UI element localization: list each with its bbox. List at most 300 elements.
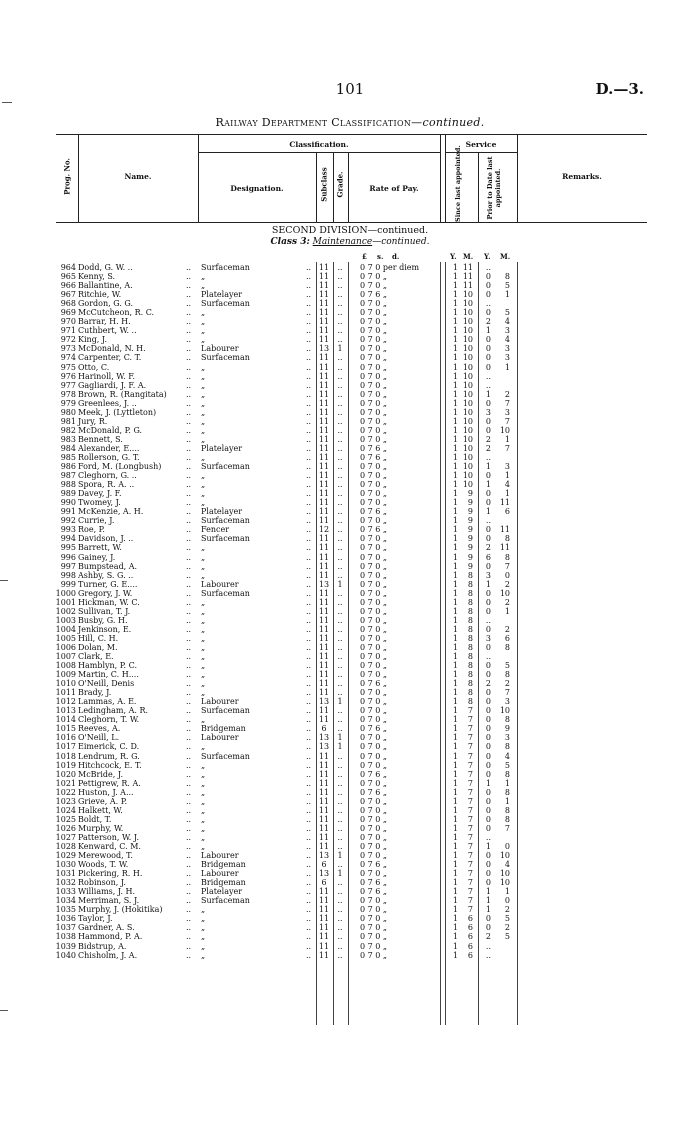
row-name: Meek, J. (Lyttleton)	[78, 407, 157, 417]
row-since-months: 10	[462, 398, 473, 408]
row-since-months: 7	[467, 887, 473, 897]
row-since-years: 1	[452, 480, 458, 490]
row-prior-years: 2	[485, 679, 491, 689]
leader-dots: ..	[306, 733, 312, 743]
leader-dots: ..	[186, 869, 192, 879]
row-since-months: 7	[467, 851, 473, 861]
row-name: Chisholm, J. A.	[78, 950, 138, 960]
leader-dots: ..	[186, 308, 192, 318]
row-rate-of-pay: 0 7 0 „	[360, 760, 388, 770]
row-prog-no: 968	[60, 299, 76, 309]
leader-dots: ..	[306, 887, 312, 897]
units-row	[0, 252, 700, 262]
row-since-months: 7	[467, 787, 473, 797]
row-since-months: 10	[462, 362, 473, 372]
leader-dots: ..	[306, 543, 312, 553]
table-row	[0, 643, 700, 652]
leader-dots: ..	[186, 281, 192, 291]
leader-dots: ..	[306, 362, 312, 372]
row-subclass: 11	[318, 335, 330, 345]
leader-dots: ..	[306, 642, 312, 652]
leader-dots: ..	[306, 842, 312, 851]
row-name: Gardner, A. S.	[78, 923, 135, 933]
row-designation: „	[201, 362, 206, 372]
row-since-years: 1	[452, 290, 458, 300]
page-number: 101	[335, 80, 365, 98]
leader-dots: ..	[186, 498, 192, 508]
row-rate-of-pay: 0 7 0 „	[360, 425, 388, 435]
row-prior-years: 2	[485, 543, 491, 553]
row-name: Rollerson, G. T.	[78, 452, 140, 462]
row-prior-months: 1	[504, 290, 510, 300]
row-prior-months: 3	[504, 326, 510, 336]
row-subclass: 6	[321, 724, 327, 734]
row-name: Davidson, J. ..	[78, 534, 134, 544]
row-name: Halkett, W.	[78, 805, 123, 815]
row-since-months: 10	[462, 471, 473, 481]
leader-dots: ..	[306, 950, 312, 960]
leader-dots: ..	[306, 389, 312, 399]
row-rate-of-pay: 0 7 6 „	[360, 452, 388, 462]
row-grade: ..	[337, 525, 343, 535]
row-prog-no: 974	[60, 353, 76, 363]
margin-mark	[0, 580, 8, 581]
row-prog-no: 1029	[55, 851, 76, 861]
leader-dots: ..	[186, 480, 192, 490]
row-prior-months: 3	[504, 353, 510, 363]
row-since-years: 1	[452, 570, 458, 580]
row-grade: ..	[337, 624, 343, 634]
row-prog-no: 1015	[55, 724, 76, 734]
row-prior-months: 8	[504, 805, 510, 815]
row-rate-of-pay: 0 7 0 „	[360, 597, 388, 607]
row-designation: „	[201, 335, 206, 345]
row-since-years: 1	[452, 579, 458, 589]
row-prog-no: 969	[60, 308, 76, 318]
row-prog-no: 1026	[55, 823, 76, 833]
row-prog-no: 989	[60, 489, 76, 499]
row-prog-no: 991	[60, 507, 76, 517]
row-prior-years: ..	[485, 941, 491, 951]
row-prior-years: 2	[485, 317, 491, 327]
row-designation: „	[201, 778, 206, 788]
leader-dots: ..	[306, 434, 312, 444]
row-designation: „	[201, 543, 206, 553]
row-grade: ..	[337, 480, 343, 490]
table-row	[0, 806, 700, 815]
row-prior-years: 0	[485, 344, 491, 354]
table-row	[0, 281, 700, 290]
row-name: Ford, M. (Longbush)	[78, 462, 162, 472]
row-prog-no: 1000	[55, 588, 76, 598]
row-since-months: 8	[467, 624, 473, 634]
leader-dots: ..	[306, 480, 312, 490]
row-rate-of-pay: 0 7 0 „	[360, 353, 388, 363]
row-rate-of-pay: 0 7 0 „	[360, 317, 388, 327]
row-rate-of-pay: 0 7 6 „	[360, 507, 388, 517]
table-row	[0, 353, 700, 362]
row-name: Alexander, E....	[78, 443, 140, 453]
row-since-years: 1	[452, 760, 458, 770]
row-prior-years: 0	[485, 624, 491, 634]
row-prior-months: 10	[499, 706, 510, 716]
row-subclass: 13	[318, 344, 330, 354]
table-row	[0, 525, 700, 534]
table-row	[0, 507, 700, 516]
row-subclass: 11	[318, 480, 330, 490]
row-prog-no: 978	[60, 389, 76, 399]
row-name: Turner, G. E....	[78, 579, 138, 589]
row-subclass: 11	[318, 679, 330, 689]
row-designation: Surfaceman	[201, 462, 250, 472]
leader-dots: ..	[306, 597, 312, 607]
row-grade: ..	[337, 507, 343, 517]
row-prog-no: 993	[60, 525, 76, 535]
row-rate-of-pay: 0 7 0 „	[360, 615, 388, 625]
table-row	[0, 308, 700, 317]
leader-dots: ..	[186, 317, 192, 327]
leader-dots: ..	[306, 272, 312, 282]
row-designation: Labourer	[201, 697, 239, 707]
row-designation: „	[201, 923, 206, 933]
row-subclass: 11	[318, 760, 330, 770]
unit-pence: d.	[392, 252, 400, 261]
row-subclass: 11	[318, 507, 330, 517]
table-row	[0, 815, 700, 824]
row-name: Barrar, H. H.	[78, 317, 131, 327]
row-name: Currie, J.	[78, 516, 115, 526]
row-since-months: 10	[462, 380, 473, 390]
row-prog-no: 1019	[55, 760, 76, 770]
header-name: Name.	[124, 172, 152, 181]
leader-dots: ..	[186, 769, 192, 779]
row-designation: „	[201, 842, 206, 851]
row-since-years: 1	[452, 670, 458, 680]
row-grade: 1	[337, 344, 343, 354]
row-since-months: 11	[462, 272, 473, 282]
row-prior-years: 0	[485, 489, 491, 499]
row-since-months: 10	[462, 308, 473, 318]
leader-dots: ..	[186, 425, 192, 435]
row-prior-months: 1	[504, 489, 510, 499]
row-since-months: 10	[462, 452, 473, 462]
row-name: Carpenter, C. T.	[78, 353, 142, 363]
row-prior-months: 2	[504, 679, 510, 689]
row-name: Robinson, J.	[78, 878, 126, 888]
row-rate-of-pay: 0 7 0 „	[360, 543, 388, 553]
row-subclass: 11	[318, 443, 330, 453]
row-designation: Bridgeman	[201, 878, 246, 888]
row-prog-no: 1038	[55, 932, 76, 942]
row-prior-months: 5	[504, 281, 510, 291]
row-name: Hickman, W. C.	[78, 597, 140, 607]
row-rate-of-pay: 0 7 0 „	[360, 697, 388, 707]
row-designation: „	[201, 769, 206, 779]
row-since-years: 1	[452, 398, 458, 408]
row-grade: ..	[337, 425, 343, 435]
unit-shillings: s.	[377, 252, 384, 261]
row-since-years: 1	[452, 896, 458, 906]
row-rate-of-pay: 0 7 0 „	[360, 516, 388, 526]
leader-dots: ..	[186, 380, 192, 390]
row-designation: „	[201, 434, 206, 444]
row-grade: ..	[337, 670, 343, 680]
leader-dots: ..	[306, 878, 312, 888]
leader-dots: ..	[186, 362, 192, 372]
row-grade: 1	[337, 742, 343, 752]
unit-months-since: M.	[463, 252, 474, 261]
table-row	[0, 317, 700, 326]
row-prior-years: ..	[485, 832, 491, 842]
row-rate-of-pay: 0 7 0 „	[360, 534, 388, 544]
row-grade: ..	[337, 570, 343, 580]
row-prog-no: 973	[60, 344, 76, 354]
header-subclass: Subclass	[319, 167, 329, 202]
row-prior-years: 1	[485, 389, 491, 399]
leader-dots: ..	[186, 652, 192, 662]
row-prior-months: 7	[504, 416, 510, 426]
row-subclass: 11	[318, 633, 330, 643]
leader-dots: ..	[306, 471, 312, 481]
row-name: O'Neill, L.	[78, 733, 120, 743]
leader-dots: ..	[306, 579, 312, 589]
row-subclass: 13	[318, 733, 330, 743]
row-prior-years: ..	[485, 516, 491, 526]
row-since-years: 1	[452, 507, 458, 517]
row-prior-months: 3	[504, 344, 510, 354]
row-prior-months: 0	[504, 896, 510, 906]
row-prior-years: 1	[485, 778, 491, 788]
row-grade: ..	[337, 896, 343, 906]
leader-dots: ..	[306, 652, 312, 662]
row-designation: „	[201, 281, 206, 291]
row-prior-months: 0	[504, 570, 510, 580]
row-grade: ..	[337, 489, 343, 499]
leader-dots: ..	[186, 706, 192, 716]
row-prog-no: 1020	[55, 769, 76, 779]
row-rate-of-pay: 0 7 0 „	[360, 416, 388, 426]
row-prior-years: 0	[485, 597, 491, 607]
class-suffix: —continued.	[372, 237, 430, 247]
row-prog-no: 1013	[55, 706, 76, 716]
row-subclass: 11	[318, 552, 330, 562]
row-grade: ..	[337, 561, 343, 571]
table-row	[0, 471, 700, 480]
row-name: Dodd, G. W. ..	[78, 263, 133, 272]
row-since-months: 7	[467, 742, 473, 752]
leader-dots: ..	[186, 887, 192, 897]
row-since-months: 10	[462, 407, 473, 417]
row-prog-no: 975	[60, 362, 76, 372]
row-prior-years: 0	[485, 670, 491, 680]
leader-dots: ..	[306, 263, 312, 272]
table-row	[0, 951, 700, 960]
row-rate-of-pay: 0 7 6 „	[360, 443, 388, 453]
leader-dots: ..	[186, 434, 192, 444]
row-prog-no: 1005	[55, 633, 76, 643]
row-subclass: 11	[318, 534, 330, 544]
row-prog-no: 1012	[55, 697, 76, 707]
leader-dots: ..	[306, 552, 312, 562]
row-name: Kenward, C. M.	[78, 842, 141, 851]
row-since-years: 1	[452, 787, 458, 797]
row-rate-of-pay: 0 7 0 „	[360, 905, 388, 915]
table-row	[0, 761, 700, 770]
row-since-months: 7	[467, 823, 473, 833]
row-rate-of-pay: 0 7 0 „	[360, 570, 388, 580]
leader-dots: ..	[306, 443, 312, 453]
table-row	[0, 742, 700, 751]
table-row	[0, 408, 700, 417]
row-subclass: 11	[318, 715, 330, 725]
row-since-months: 9	[467, 516, 473, 526]
table-row	[0, 652, 700, 661]
row-prior-years: ..	[485, 371, 491, 381]
row-since-months: 10	[462, 290, 473, 300]
row-name: Jenkinson, E.	[78, 624, 132, 634]
leader-dots: ..	[186, 796, 192, 806]
row-prior-years: ..	[485, 950, 491, 960]
row-prog-no: 996	[60, 552, 76, 562]
row-designation: „	[201, 814, 206, 824]
row-subclass: 11	[318, 317, 330, 327]
row-name: Woods, T. W.	[78, 860, 129, 870]
leader-dots: ..	[306, 896, 312, 906]
row-since-years: 1	[452, 941, 458, 951]
leader-dots: ..	[306, 380, 312, 390]
row-designation: „	[201, 661, 206, 671]
row-subclass: 11	[318, 353, 330, 363]
row-grade: ..	[337, 688, 343, 698]
header-remarks: Remarks.	[562, 172, 602, 181]
leader-dots: ..	[306, 516, 312, 526]
row-grade: ..	[337, 778, 343, 788]
header-designation: Designation.	[230, 184, 284, 193]
leader-dots: ..	[186, 679, 192, 689]
row-since-months: 10	[462, 434, 473, 444]
row-designation: Platelayer	[201, 290, 243, 300]
row-since-years: 1	[452, 950, 458, 960]
row-since-years: 1	[452, 371, 458, 381]
row-name: Gordon, G. G.	[78, 299, 134, 309]
table-row	[0, 390, 700, 399]
row-name: Gregory, J. W.	[78, 588, 133, 598]
class-name: Maintenance	[312, 237, 373, 247]
leader-dots: ..	[186, 751, 192, 761]
row-name: Gainey, J.	[78, 552, 116, 562]
row-since-years: 1	[452, 525, 458, 535]
table-row	[0, 923, 700, 932]
row-subclass: 11	[318, 452, 330, 462]
row-prior-years: ..	[485, 615, 491, 625]
row-name: Huston, J. A...	[78, 787, 134, 797]
row-name: Ballantine, A.	[78, 281, 133, 291]
leader-dots: ..	[306, 932, 312, 942]
leader-dots: ..	[186, 624, 192, 634]
row-since-months: 10	[462, 317, 473, 327]
row-prog-no: 1025	[55, 814, 76, 824]
row-prog-no: 998	[60, 570, 76, 580]
row-since-months: 7	[467, 778, 473, 788]
leader-dots: ..	[186, 760, 192, 770]
row-since-years: 1	[452, 633, 458, 643]
row-name: Twomey, J.	[78, 498, 121, 508]
row-prog-no: 971	[60, 326, 76, 336]
row-prior-years: 0	[485, 353, 491, 363]
row-since-months: 10	[462, 299, 473, 309]
row-designation: Surfaceman	[201, 516, 250, 526]
table-row	[0, 589, 700, 598]
row-name: Harinoll, W. F.	[78, 371, 136, 381]
row-prior-years: 1	[485, 896, 491, 906]
row-since-months: 7	[467, 905, 473, 915]
row-prior-months: 2	[504, 597, 510, 607]
row-grade: ..	[337, 633, 343, 643]
row-since-years: 1	[452, 597, 458, 607]
row-rate-of-pay: 0 7 6 „	[360, 724, 388, 734]
row-prior-years: 0	[485, 742, 491, 752]
row-since-months: 8	[467, 633, 473, 643]
row-subclass: 11	[318, 263, 330, 272]
row-designation: „	[201, 670, 206, 680]
row-prior-years: 0	[485, 706, 491, 716]
leader-dots: ..	[306, 308, 312, 318]
leader-dots: ..	[186, 688, 192, 698]
row-prior-months: 1	[504, 778, 510, 788]
table-row	[0, 733, 700, 742]
leader-dots: ..	[306, 670, 312, 680]
row-rate-of-pay: 0 7 0 „	[360, 579, 388, 589]
leader-dots: ..	[186, 896, 192, 906]
leader-dots: ..	[186, 697, 192, 707]
row-name: Hill, C. H.	[78, 633, 119, 643]
row-since-years: 1	[452, 661, 458, 671]
row-rate-of-pay: 0 7 0 „	[360, 823, 388, 833]
leader-dots: ..	[186, 462, 192, 472]
leader-dots: ..	[306, 317, 312, 327]
row-rate-of-pay: 0 7 0 „	[360, 434, 388, 444]
row-grade: ..	[337, 516, 343, 526]
table-row	[0, 788, 700, 797]
leader-dots: ..	[186, 335, 192, 345]
row-subclass: 11	[318, 787, 330, 797]
leader-dots: ..	[186, 534, 192, 544]
row-prior-months: 3	[504, 697, 510, 707]
table-row	[0, 878, 700, 887]
row-subclass: 11	[318, 606, 330, 616]
row-rate-of-pay: 0 7 0 „	[360, 588, 388, 598]
row-since-years: 1	[452, 588, 458, 598]
row-prog-no: 1035	[55, 905, 76, 915]
leader-dots: ..	[306, 525, 312, 535]
row-designation: Labourer	[201, 344, 239, 354]
row-prior-months: 7	[504, 688, 510, 698]
row-subclass: 11	[318, 796, 330, 806]
row-rate-of-pay: 0 7 0 „	[360, 471, 388, 481]
row-rate-of-pay: 0 7 0 „	[360, 498, 388, 508]
leader-dots: ..	[306, 715, 312, 725]
row-since-years: 1	[452, 914, 458, 924]
leader-dots: ..	[306, 769, 312, 779]
row-name: McDonald, P. G.	[78, 425, 143, 435]
leader-dots: ..	[186, 561, 192, 571]
row-name: Merriman, S. J.	[78, 896, 140, 906]
table-row	[0, 363, 700, 372]
row-since-months: 11	[462, 281, 473, 291]
row-subclass: 11	[318, 950, 330, 960]
row-subclass: 11	[318, 498, 330, 508]
row-subclass: 13	[318, 742, 330, 752]
